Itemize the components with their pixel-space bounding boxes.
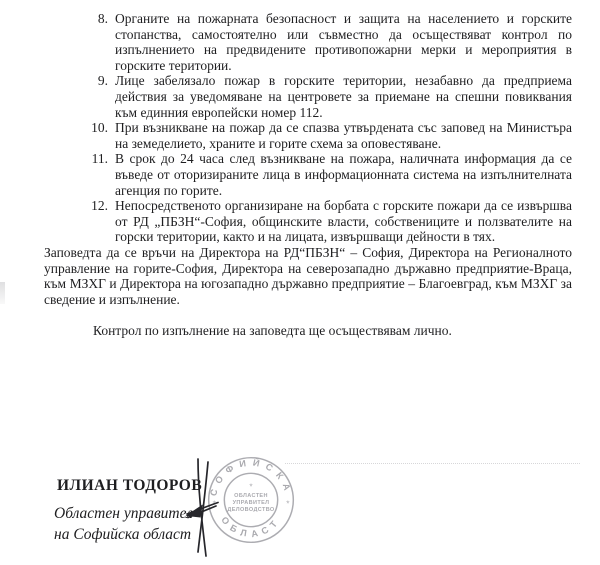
- stamp-top-arc-text: СОФИЙСКА: [208, 457, 294, 498]
- signatory-name: ИЛИАН ТОДОРОВ: [57, 477, 203, 494]
- signature-loop: [187, 506, 202, 518]
- handwritten-signature: [160, 420, 230, 565]
- control-statement: Контрол по изпълнение на заповедта ще осъществявам лично.: [93, 322, 452, 338]
- scan-noise: [285, 463, 580, 464]
- stamp-bottom-arc-text: ОБЛАСТ: [219, 514, 283, 540]
- list-item-number: 12.: [91, 198, 108, 214]
- list-item-number: 8.: [97, 11, 108, 26]
- scan-noise: [0, 282, 5, 304]
- stamp-center-line3: ДЕЛОВОДСТВО: [227, 507, 275, 514]
- document-body: [44, 11, 572, 338]
- list-item-text: Непосредственото организиране на борбата с горските пожари да се извършва от РД „ПБЗН“-София, общинските власти, собствениците и ползвателите на горски територии, както и на лицата, извършващи дейности в тях.: [115, 198, 572, 245]
- stamp-right-star: *: [286, 499, 290, 509]
- list-item-text: Органите на пожарната безопасност и защита на населението и горските стопанства, самостоятелно или съвместно да осъществяват контрол по изпълнението на предвидените противопожарни мерки и мероприятия в горските територии.: [115, 11, 572, 73]
- list-item: [44, 151, 572, 198]
- closing-paragraph: Заповедта да се връчи на Директора на РД“ПБЗН“ – София, Директора на Регионалното управление на горите-София, Директора на северозападно държавно предприятие-Враца, към МЗХГ и Директора на югозападно държавно предприятие – Благоевград, към МЗХГ за сведение и изпълнение.: [44, 244, 572, 307]
- list-item-text: В срок до 24 часа след възникване на пожара, наличната информация да се въведе от оторизираните лица в информационната система на изпълнителната агенция по горите.: [115, 151, 572, 198]
- signatory-title-line1: Областен управител: [54, 505, 193, 522]
- stamp-center-star: *: [249, 482, 253, 492]
- list-item: [44, 120, 572, 151]
- stamp-center-line2: УПРАВИТЕЛ: [232, 500, 270, 507]
- stamp-center-line1: ОБЛАСТЕН: [234, 493, 268, 500]
- list-item: [44, 198, 572, 245]
- list-item-text: При възникване на пожар да се спазва утвърдената със заповед на Министъра на земеделието, храните и горите схема за оповестяване.: [115, 120, 572, 151]
- list-item-number: 10.: [91, 120, 108, 136]
- numbered-list: [44, 11, 572, 245]
- list-item: [44, 11, 572, 73]
- list-item-text: Лице забелязало пожар в горските територии, незабавно да предприема действия за уведомяване на центровете за приемане на спешни повиквания към единния европейски номер 112.: [115, 73, 572, 120]
- stamp-left-star: *: [212, 499, 216, 509]
- list-item-number: 11.: [91, 151, 108, 167]
- list-item-number: 9.: [97, 73, 108, 89]
- signatory-title-line2: на Софийска област: [54, 525, 192, 543]
- list-item: [44, 73, 572, 120]
